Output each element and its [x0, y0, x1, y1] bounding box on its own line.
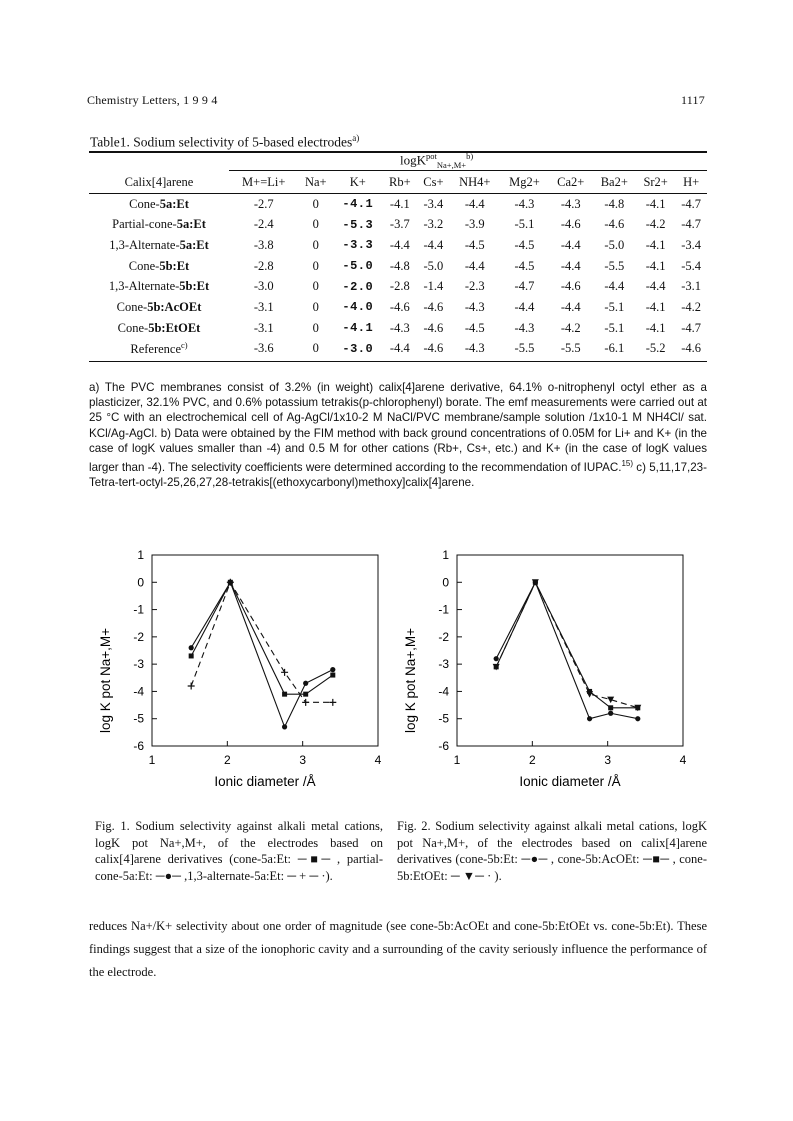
table-cell: 0 — [312, 258, 319, 273]
table-cell: -4.3 — [514, 196, 535, 211]
data-point-square — [608, 705, 613, 710]
table-cell: -3.2 — [423, 217, 444, 232]
data-point-circle — [635, 716, 640, 721]
x-tick-label: 4 — [679, 753, 687, 767]
footnote-a: a) The PVC membranes consist of 3.2% (in weight) calix[4]arene derivative, 64.1% o-nitrophenyl octyl ether as a plasticizer, 32.1% PVC, and 0.6% potassium tetrakis(p-chlorophenyl) borate. The emf measurements were carried out at 25 °C with an electrochemical cell of Ag-AgCl/1x10-2 M NaCl/PVC membrane/sample solution /1x10-1 M NH4Cl/ sat. KCl/Ag-AgCl. — [89, 381, 707, 440]
series-line — [496, 582, 638, 718]
table-cell: -4.8 — [389, 258, 410, 273]
table-cell: -1.4 — [423, 279, 444, 294]
table-cell: -4.1 — [342, 197, 374, 212]
table-cell: -5.1 — [604, 299, 625, 314]
col-header: Ca2+ — [557, 174, 585, 189]
group-header-sup: pot — [426, 151, 437, 161]
y-tick-label: -1 — [438, 602, 449, 617]
data-point-plus — [188, 682, 195, 689]
table-cell: -4.8 — [604, 196, 625, 211]
data-point-triangle — [586, 691, 593, 698]
x-tick-label: 2 — [528, 753, 536, 767]
table-bottom-rule — [89, 361, 707, 362]
col-header: Rb+ — [389, 174, 411, 189]
table-cell: -5.1 — [604, 320, 625, 335]
table-cell: -4.4 — [560, 299, 581, 314]
y-tick-label: -6 — [438, 739, 449, 753]
col-header: Calix[4]arene — [124, 174, 194, 189]
table-cell: -3.8 — [253, 237, 274, 252]
table-footnote — [89, 380, 707, 490]
table-row — [89, 318, 707, 339]
table-cell: -3.4 — [681, 237, 701, 252]
x-tick-label: 3 — [604, 753, 612, 767]
col-header: NH4+ — [459, 174, 491, 189]
row-name — [89, 193, 229, 214]
row-name-prefix: Cone- — [129, 196, 160, 211]
data-point-plus — [302, 699, 309, 706]
table-row — [89, 193, 707, 214]
data-point-plus — [281, 669, 288, 676]
footnote-b: b) Data were obtained by the FIM method with back ground concentrations of 0.05M for Li+ and K+ (in the case of logK values smaller than -4) and 0.5 M for other cations (Rb+, Cs+, etc.) and K+ (in the case of logK values larger than -4). The selectivity coefficients were determined according to the recommendation of IUPAC. — [89, 426, 707, 474]
data-point-circle — [587, 716, 592, 721]
data-point-circle — [282, 724, 287, 729]
y-tick-label: 1 — [442, 548, 449, 562]
table-cell: -4.4 — [560, 258, 581, 273]
x-axis-label: Ionic diameter /Å — [214, 774, 316, 789]
table-top-rule — [89, 151, 707, 153]
group-header-rule — [229, 170, 707, 171]
running-header-journal: Chemistry Letters, 1 9 9 4 — [87, 93, 218, 107]
x-tick-label: 1 — [148, 753, 156, 767]
figure-2-caption — [397, 818, 707, 884]
table-cell: -4.5 — [464, 237, 485, 252]
series-line — [191, 582, 333, 694]
figure-2-chart — [385, 548, 715, 798]
fig1-caption-lead: Fig. 1. — [95, 819, 130, 833]
row-name-prefix: Cone- — [116, 299, 148, 314]
series-line — [191, 582, 333, 702]
table-cell: -4.6 — [560, 217, 581, 232]
table-cell: -4.0 — [342, 300, 374, 315]
table-cell: -4.4 — [464, 196, 485, 211]
table-cell: -4.1 — [645, 258, 666, 273]
table-cell: -4.1 — [645, 299, 666, 314]
data-point-circle — [608, 711, 613, 716]
table-cell: -5.3 — [342, 217, 374, 232]
footnote-c: c) 5,11,17,23-Tetra-tert-octyl-25,26,27,28-tetrakis[(ethoxycarbonyl)methoxy]calix[4]arene. — [89, 460, 707, 490]
group-header-note: b) — [466, 151, 474, 161]
series-line — [191, 582, 333, 727]
table-cell: -4.1 — [389, 196, 410, 211]
x-tick-label: 1 — [453, 753, 461, 767]
table-cell: -4.3 — [560, 196, 581, 211]
data-point-square — [282, 692, 287, 697]
table-cell: -4.4 — [514, 299, 535, 314]
table-cell: -5.0 — [604, 237, 625, 252]
data-point-circle — [330, 667, 335, 672]
row-name-compound: 5b:Et — [179, 279, 210, 294]
table-cell: 0 — [312, 279, 319, 294]
col-header: Na+ — [304, 174, 327, 189]
y-tick-label: 1 — [137, 548, 144, 562]
table-cell: -4.4 — [389, 341, 410, 356]
table-cell: -5.5 — [514, 341, 535, 356]
table-caption-note: a) — [352, 133, 360, 143]
col-header: Ba2+ — [600, 174, 628, 189]
y-tick-label: -3 — [133, 657, 144, 672]
table-cell: -2.4 — [253, 217, 274, 232]
table-cell: -4.6 — [423, 299, 444, 314]
row-name — [89, 318, 229, 339]
row-name — [89, 256, 229, 277]
table-cell: -5.1 — [514, 217, 535, 232]
col-header: Mg2+ — [509, 174, 540, 189]
table-cell: -4.3 — [464, 299, 485, 314]
y-tick-label: -2 — [133, 629, 144, 644]
table-cell: -2.3 — [464, 279, 485, 294]
row-name-compound: 5a:Et — [159, 196, 189, 211]
table-cell: -4.6 — [389, 299, 410, 314]
table-caption — [90, 133, 359, 151]
table-cell: -5.5 — [604, 258, 625, 273]
table-cell: -4.3 — [464, 341, 485, 356]
table-cell: -4.4 — [604, 279, 625, 294]
table-cell: -2.8 — [253, 258, 274, 273]
table-cell: -4.6 — [423, 341, 444, 356]
row-name — [89, 214, 229, 235]
table-cell: -3.6 — [253, 341, 274, 356]
data-point-circle — [303, 681, 308, 686]
col-header: H+ — [683, 174, 700, 189]
table-cell: -4.1 — [342, 321, 374, 336]
y-tick-label: 0 — [442, 575, 449, 590]
row-name-compound: 5b:EtOEt — [148, 320, 201, 335]
table-cell: -4.1 — [645, 237, 666, 252]
table-header-row — [89, 172, 707, 193]
table-cell: -4.5 — [464, 320, 485, 335]
table-cell: -4.5 — [514, 258, 535, 273]
fig2-caption-lead: Fig. 2. — [397, 819, 431, 833]
row-name-compound: 5a:Et — [176, 217, 206, 232]
table-row — [89, 276, 707, 297]
table-row — [89, 214, 707, 235]
table-cell: 0 — [312, 341, 319, 356]
table-cell: -4.2 — [645, 217, 666, 232]
row-name-prefix: Partial-cone- — [112, 217, 177, 232]
table-body — [89, 193, 707, 359]
group-header-sub: Na+,M+ — [436, 159, 467, 170]
y-tick-label: 0 — [137, 575, 144, 590]
table-cell: -4.7 — [514, 279, 535, 294]
series-line — [496, 582, 638, 708]
data-point-circle — [494, 656, 499, 661]
body-paragraph: reduces Na+/K+ selectivity about one order of magnitude (see cone-5b:AcOEt and cone-5b:EtOEt vs. cone-5b:Et). These findings suggest that a size of the ionophoric cavity and a surrounding of the cavity seriously influence the performance of the electrode. — [89, 919, 707, 979]
row-name-compound: 5b:Et — [159, 258, 190, 273]
table-row — [89, 297, 707, 318]
table-cell: 0 — [312, 237, 319, 252]
y-tick-label: -2 — [438, 629, 449, 644]
data-point-square — [303, 692, 308, 697]
y-tick-label: -5 — [133, 711, 144, 726]
y-tick-label: -3 — [438, 657, 449, 672]
table-cell: -3.9 — [464, 217, 485, 232]
col-header: Cs+ — [423, 174, 444, 189]
table-group-header — [400, 151, 600, 170]
table-cell: -3.1 — [253, 320, 274, 335]
data-point-circle — [189, 645, 194, 650]
table-cell: -4.3 — [389, 320, 410, 335]
table-cell: -4.4 — [560, 237, 581, 252]
table-cell: -4.2 — [681, 299, 701, 314]
table-cell: -2.8 — [389, 279, 410, 294]
row-name — [89, 276, 229, 297]
row-name-prefix: Reference — [130, 342, 182, 357]
table-cell: -4.3 — [514, 320, 535, 335]
table-cell: -5.5 — [560, 341, 581, 356]
table-cell: -3.0 — [253, 279, 274, 294]
row-name-prefix: 1,3-Alternate- — [109, 237, 180, 252]
row-name — [89, 339, 229, 360]
col-header: K+ — [349, 174, 366, 189]
row-name — [89, 297, 229, 318]
y-tick-label: -4 — [133, 684, 144, 699]
table-cell: -5.4 — [681, 258, 701, 273]
fig2-caption-text: Sodium selectivity against alkali metal cations, logK pot Na+,M+, of the electrodes based on calix[4]arene derivatives (cone-5b:Et: ─●─ , cone-5b:AcOEt: ─■─ , cone-5b:EtOEt: ─ ▼─ · ). — [397, 819, 707, 883]
table-cell: -4.4 — [389, 237, 410, 252]
footnote-b-ref: 15) — [621, 459, 634, 469]
col-header: M+=Li+ — [242, 174, 286, 189]
page-number: 1117 — [681, 93, 705, 107]
row-name-prefix: Cone- — [128, 258, 160, 273]
table-cell: -3.7 — [389, 217, 410, 232]
table-cell: -4.2 — [560, 320, 581, 335]
row-name-prefix: Cone- — [117, 320, 149, 335]
table-row — [89, 339, 707, 360]
table-cell: -3.4 — [423, 196, 444, 211]
selectivity-table — [89, 172, 707, 359]
plot-frame — [457, 555, 683, 746]
y-tick-label: -5 — [438, 711, 449, 726]
group-header-logk: logK — [400, 152, 426, 168]
figure-1-caption — [95, 818, 383, 884]
data-point-plus — [329, 699, 336, 706]
table-row — [89, 235, 707, 256]
table-cell: -6.1 — [604, 341, 625, 356]
y-axis-label: log K pot Na+,M+ — [98, 627, 113, 734]
table-cell: 0 — [312, 196, 319, 211]
plot-frame — [152, 555, 378, 746]
row-name-compound: 5a:Et — [179, 237, 209, 252]
table-cell: -4.7 — [681, 320, 701, 335]
row-name-prefix: 1,3-Alternate- — [108, 279, 180, 294]
table-cell: -2.7 — [253, 196, 274, 211]
table-cell: -4.4 — [423, 237, 444, 252]
y-tick-label: -1 — [133, 602, 144, 617]
table-cell: -4.4 — [464, 258, 485, 273]
row-name-note: c) — [181, 340, 188, 351]
table-cell: -4.7 — [681, 196, 701, 211]
table-cell: -4.6 — [423, 320, 444, 335]
table-cell: -4.4 — [645, 279, 666, 294]
table-cell: -4.1 — [645, 320, 666, 335]
data-point-square — [189, 653, 194, 658]
table-cell: -3.3 — [342, 238, 374, 253]
table-cell: -5.2 — [645, 341, 666, 356]
table-cell: -4.6 — [604, 217, 625, 232]
table-cell: -2.0 — [342, 279, 374, 294]
table-row — [89, 256, 707, 277]
table-cell: -4.1 — [645, 196, 666, 211]
data-point-square — [330, 673, 335, 678]
x-tick-label: 3 — [299, 753, 307, 767]
x-tick-label: 2 — [223, 753, 231, 767]
table-cell: -5.0 — [342, 259, 374, 274]
y-axis-label: log K pot Na+,M+ — [403, 627, 418, 734]
figure-1-chart — [80, 548, 410, 798]
table-cell: -3.1 — [681, 279, 701, 294]
table-cell: 0 — [312, 320, 319, 335]
y-tick-label: -6 — [133, 739, 144, 753]
table-cell: -3.1 — [253, 299, 274, 314]
y-tick-label: -4 — [438, 684, 449, 699]
table-cell: 0 — [312, 217, 319, 232]
row-name — [89, 235, 229, 256]
x-tick-label: 4 — [374, 753, 382, 767]
x-axis-label: Ionic diameter /Å — [519, 774, 621, 789]
table-cell: 0 — [312, 299, 319, 314]
table-cell: -4.5 — [514, 237, 535, 252]
row-name-compound: 5b:AcOEt — [147, 299, 202, 314]
table-caption-text: Table1. Sodium selectivity of 5-based electrodes — [90, 134, 353, 150]
table-cell: -4.6 — [681, 341, 701, 356]
table-cell: -4.6 — [560, 279, 581, 294]
table-cell: -4.7 — [681, 217, 701, 232]
table-cell: -3.0 — [342, 341, 374, 356]
table-cell: -5.0 — [423, 258, 444, 273]
fig1-caption-text: Sodium selectivity against alkali metal cations, logK pot Na+,M+, of the electrodes based on calix[4]arene derivatives (cone-5a:Et: ─■─ , partial-cone-5a:Et: ─●─ ,1,3-alternate-5a:Et: ─ + ─ ·). — [95, 819, 383, 883]
col-header: Sr2+ — [643, 174, 668, 189]
